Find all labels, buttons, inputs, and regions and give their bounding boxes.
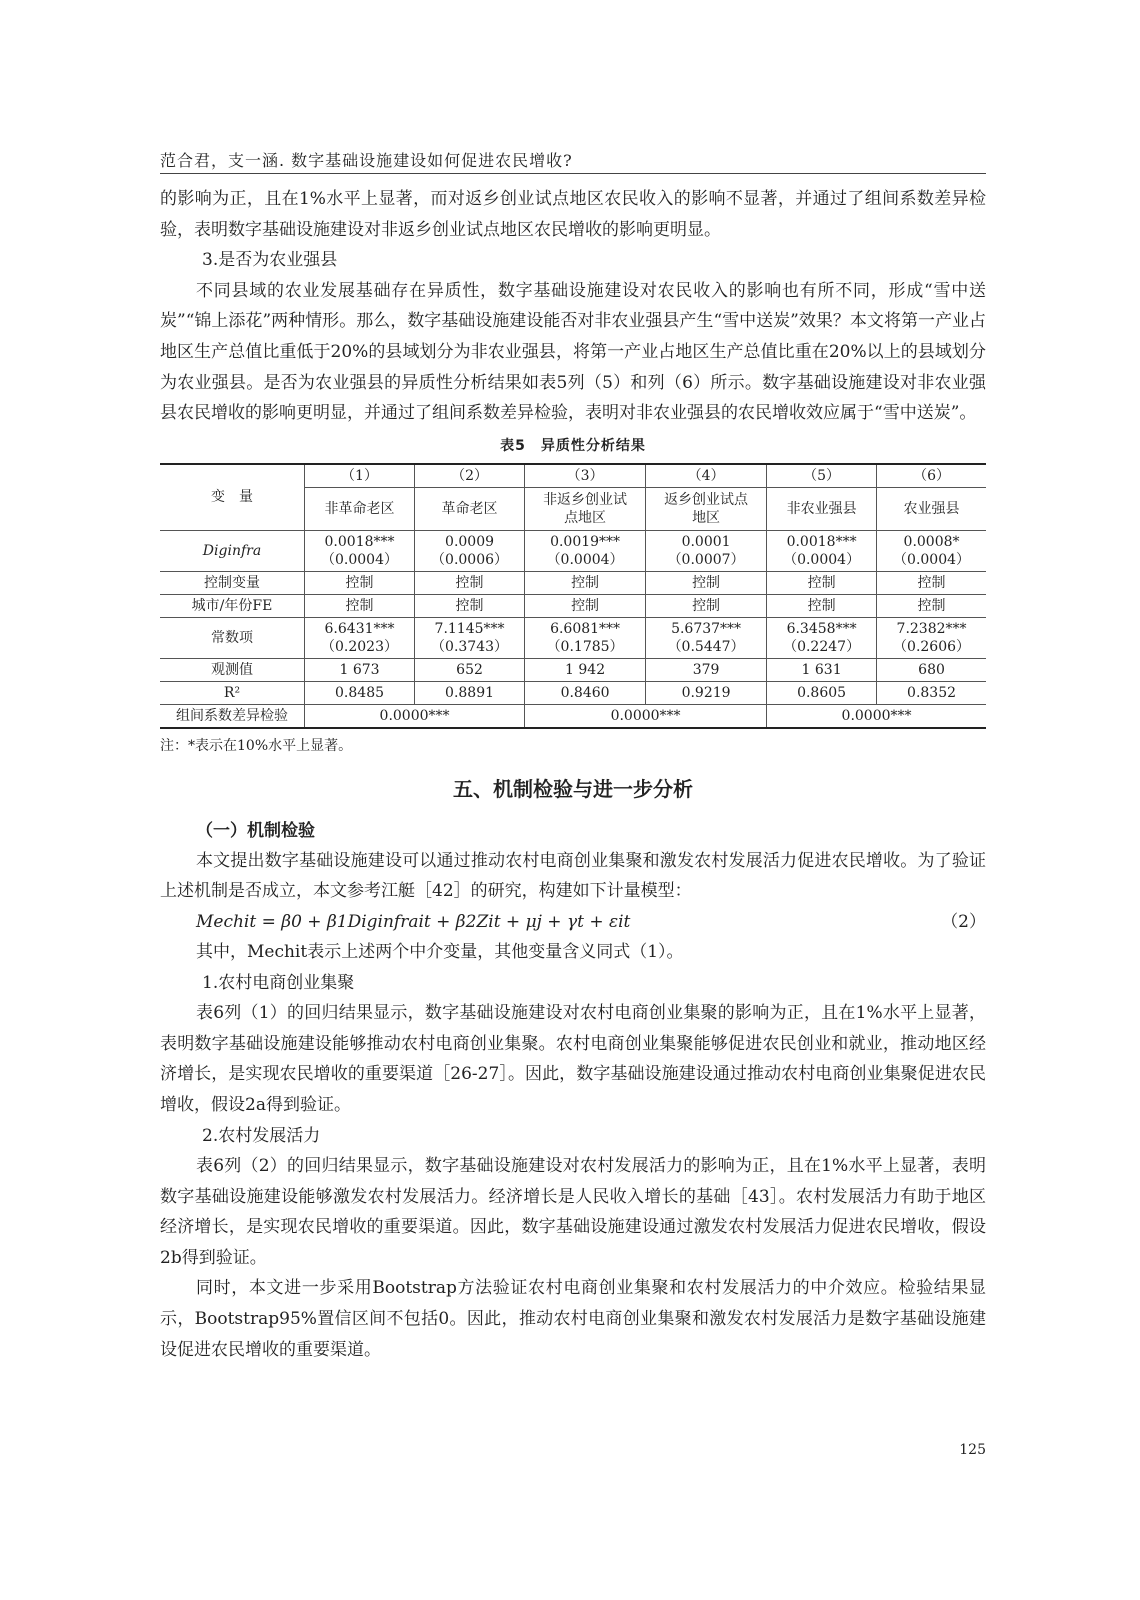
table-cell: [877, 594, 986, 617]
cell-line: 1 631: [801, 661, 842, 678]
subheading: 2.农村发展活力: [202, 1125, 321, 1146]
table-cell: [877, 658, 986, 681]
table-cell: [525, 530, 646, 571]
col-name: 非农业强县: [767, 487, 877, 530]
cell-line: 控制: [571, 597, 600, 614]
variable-header: 变 量: [160, 464, 305, 531]
cell-line: 6.6431***: [324, 620, 395, 637]
table-cell: [525, 594, 646, 617]
table-row: [160, 530, 986, 571]
cell-line: （0.5447）: [667, 638, 745, 655]
diff-cell: 0.0000***: [525, 704, 767, 728]
table-cell: [415, 530, 525, 571]
col-number: （2）: [415, 464, 525, 488]
col-name: 非革命老区: [305, 487, 415, 530]
table-row: [160, 617, 986, 658]
table-cell: [646, 530, 767, 571]
cell-line: （0.0004）: [321, 551, 399, 568]
equation-body: Mechit = β0 + β1Diginfrait + β2Zit + μj + γt + εit: [196, 911, 631, 932]
cell-line: 控制: [692, 574, 721, 591]
table-note: 注：*表示在10%水平上显著。: [160, 737, 353, 754]
table-cell: [646, 681, 767, 704]
row-label: 常数项: [160, 617, 305, 658]
cell-line: 控制: [692, 597, 721, 614]
cell-line: 0.0008*: [903, 533, 960, 550]
table-cell: [305, 571, 415, 594]
table-row: [160, 681, 986, 704]
cell-line: 5.6737***: [671, 620, 742, 637]
row-label: Diginfra: [160, 530, 305, 571]
table-row: [160, 704, 986, 728]
col-name: 非返乡创业试点地区: [525, 487, 646, 530]
paragraph: 表6列（1）的回归结果显示，数字基础设施建设对农村电商创业集聚的影响为正，且在1%水平上显著，表明数字基础设施建设能够推动农村电商创业集聚。农村电商创业集聚能够促进农民创业和就业，推动地区经济增长，是实现农民增收的重要渠道［26-27］。因此，数字基础设施建设通过推动农村电商创业集聚促进农民增收，假设2a得到验证。: [160, 1003, 986, 1115]
equation: [160, 907, 986, 937]
col-name: 农业强县: [877, 487, 986, 530]
cell-line: 0.8605: [797, 684, 847, 701]
table-cell: [415, 571, 525, 594]
row-label: 城市/年份FE: [160, 594, 305, 617]
table-cell: [305, 681, 415, 704]
cell-line: （0.0004）: [783, 551, 861, 568]
paragraph: 的影响为正，且在1%水平上显著，而对返乡创业试点地区农民收入的影响不显著，并通过了组间系数差异检验，表明数字基础设施建设对非返乡创业试点地区农民增收的影响更明显。: [160, 189, 986, 240]
table-cell: [525, 658, 646, 681]
subheading: 3.是否为农业强县: [202, 250, 338, 271]
table-cell: [525, 571, 646, 594]
col-number: （4）: [646, 464, 767, 488]
table-cell: [525, 681, 646, 704]
cell-line: 0.8460: [560, 684, 610, 701]
table-cell: [877, 617, 986, 658]
table-cell: [415, 658, 525, 681]
cell-line: 0.8891: [445, 684, 495, 701]
table-row: [160, 594, 986, 617]
cell-line: 0.8352: [907, 684, 957, 701]
cell-line: 0.9219: [681, 684, 731, 701]
diff-cell: 0.0000***: [767, 704, 986, 728]
cell-line: （0.2247）: [783, 638, 861, 655]
col-name: 革命老区: [415, 487, 525, 530]
content: [160, 184, 986, 1365]
running-header: 范合君，支一涵. 数字基础设施建设如何促进农民增收?: [160, 151, 573, 170]
col-number: （6）: [877, 464, 986, 488]
table-cell: [305, 658, 415, 681]
cell-line: 控制: [917, 574, 946, 591]
subsection-title: （一）机制检验: [196, 820, 315, 841]
cell-line: 0.0018***: [324, 533, 395, 550]
table-cell: [305, 530, 415, 571]
cell-line: （0.0006）: [431, 551, 509, 568]
cell-line: （0.3743）: [431, 638, 509, 655]
table-cell: [646, 594, 767, 617]
cell-line: （0.0007）: [667, 551, 745, 568]
cell-line: 0.8485: [335, 684, 385, 701]
paragraph: 其中，Mechit表示上述两个中介变量，其他变量含义同式（1）。: [196, 941, 684, 962]
cell-line: 控制: [455, 597, 484, 614]
page-number: 125: [959, 1442, 986, 1458]
cell-line: 0.0019***: [550, 533, 621, 550]
cell-line: （0.1785）: [546, 638, 624, 655]
cell-line: （0.0004）: [893, 551, 971, 568]
table-cell: [646, 571, 767, 594]
cell-line: 控制: [571, 574, 600, 591]
table-cell: [305, 594, 415, 617]
paragraph: 不同县域的农业发展基础存在异质性，数字基础设施建设对农民收入的影响也有所不同，形成“雪中送炭”“锦上添花”两种情形。那么，数字基础设施建设能否对非农业强县产生“雪中送炭”效果？本文将第一产业占地区生产总值比重低于20%的县域划分为非农业强县，将第一产业占地区生产总值比重在20%以上的县域划分为农业强县。是否为农业强县的异质性分析结果如表5列（5）和列（6）所示。数字基础设施建设对非农业强县农民增收的影响更明显，并通过了组间系数差异检验，表明对非农业强县的农民增收效应属于“雪中送炭”。: [160, 280, 986, 424]
table-row: [160, 658, 986, 681]
table-cell: [767, 594, 877, 617]
table-row: [160, 571, 986, 594]
table-cell: [767, 571, 877, 594]
cell-line: 7.2382***: [896, 620, 967, 637]
cell-line: （0.2023）: [321, 638, 399, 655]
table-cell: [415, 617, 525, 658]
row-label: R²: [160, 681, 305, 704]
table-cell: [646, 617, 767, 658]
col-name: 返乡创业试点地区: [646, 487, 767, 530]
subheading: 1.农村电商创业集聚: [202, 972, 355, 993]
paragraph: 本文提出数字基础设施建设可以通过推动农村电商创业集聚和激发农村发展活力促进农民增收。为了验证上述机制是否成立，本文参考江艇［42］的研究，构建如下计量模型：: [160, 850, 986, 902]
cell-line: 控制: [807, 574, 836, 591]
table-cell: [767, 617, 877, 658]
row-label: 控制变量: [160, 571, 305, 594]
cell-line: 6.3458***: [786, 620, 857, 637]
table-cell: [305, 617, 415, 658]
diff-cell: 0.0000***: [305, 704, 525, 728]
cell-line: 1 673: [339, 661, 380, 678]
cell-line: 0.0009: [445, 533, 495, 550]
cell-line: 控制: [917, 597, 946, 614]
cell-line: 控制: [455, 574, 484, 591]
cell-line: （0.2606）: [893, 638, 971, 655]
cell-line: 控制: [807, 597, 836, 614]
table-cell: [767, 658, 877, 681]
paragraph: 同时，本文进一步采用Bootstrap方法验证农村电商创业集聚和农村发展活力的中介效应。检验结果显示，Bootstrap95%置信区间不包括0。因此，推动农村电商创业集聚和激发农村发展活力是数字基础设施建设促进农民增收的重要渠道。: [160, 1278, 986, 1360]
cell-line: 7.1145***: [434, 620, 505, 637]
table-header-row: [160, 464, 986, 488]
table-cell: [767, 530, 877, 571]
equation-number: （2）: [941, 911, 986, 932]
cell-line: 0.0001: [681, 533, 731, 550]
cell-line: 680: [918, 661, 945, 678]
row-label: 观测值: [160, 658, 305, 681]
table-caption: 表5 异质性分析结果: [500, 437, 646, 454]
table-cell: [525, 617, 646, 658]
cell-line: 1 942: [565, 661, 606, 678]
cell-line: 0.0018***: [786, 533, 857, 550]
cell-line: 控制: [345, 597, 374, 614]
cell-line: 6.6081***: [550, 620, 621, 637]
section-title: 五、机制检验与进一步分析: [453, 776, 693, 801]
table-cell: [877, 571, 986, 594]
paragraph: 表6列（2）的回归结果显示，数字基础设施建设对农村发展活力的影响为正，且在1%水平上显著，表明数字基础设施建设能够激发农村发展活力。经济增长是人民收入增长的基础［43］。农村发展活力有助于地区经济增长，是实现农民增收的重要渠道。因此，数字基础设施建设通过激发农村发展活力促进农民增收，假设2b得到验证。: [160, 1156, 986, 1268]
row-label: 组间系数差异检验: [160, 704, 305, 728]
table-cell: [646, 658, 767, 681]
table-cell: [877, 530, 986, 571]
col-number: （3）: [525, 464, 646, 488]
cell-line: 379: [692, 661, 720, 678]
table-cell: [877, 681, 986, 704]
cell-line: 652: [456, 661, 483, 678]
table-body: [160, 464, 986, 728]
table-cell: [767, 681, 877, 704]
table-cell: [415, 594, 525, 617]
results-table: [160, 463, 986, 729]
header-rule: [160, 173, 986, 174]
col-number: （5）: [767, 464, 877, 488]
col-number: （1）: [305, 464, 415, 488]
cell-line: 控制: [345, 574, 374, 591]
cell-line: （0.0004）: [546, 551, 624, 568]
table-cell: [415, 681, 525, 704]
